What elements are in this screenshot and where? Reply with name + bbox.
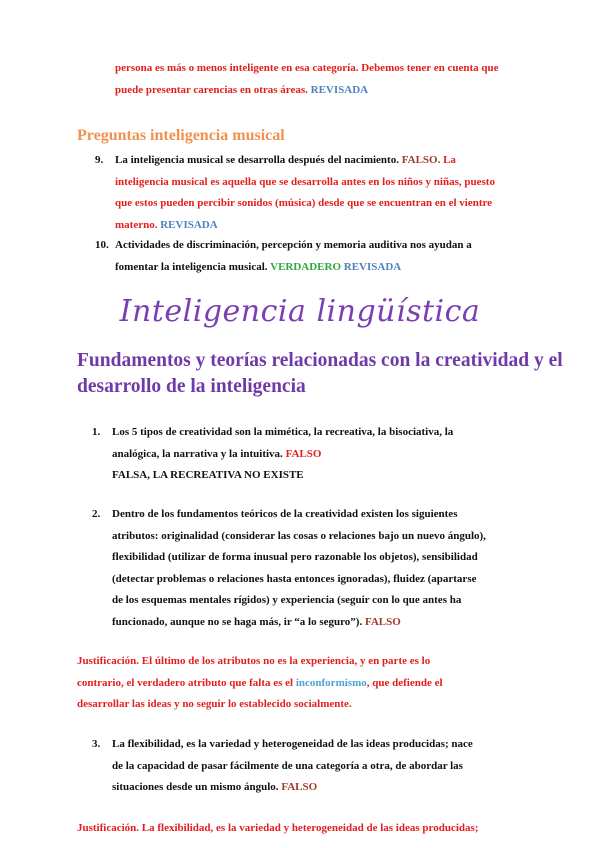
answer-line-3: que estos pueden percibir sonidos (música) desde que se encuentran en el vientre [115,197,493,209]
question-line-5: de los esquemas mentales rígidos) y experiencia (seguir con lo que antes ha [112,594,462,606]
question-9 [95,150,600,236]
verdict: FALSO [364,615,401,628]
question-text: Los 5 tipos de creatividad son la mimética, la recreativa, la bisociativa, la [112,426,454,438]
music-questions-heading: Preguntas inteligencia musical [77,127,285,144]
answer-text: FALSA, LA RECREATIVA NO EXISTE [112,469,304,481]
question-text-2: fomentar la inteligencia musical. [115,260,268,273]
verdict: FALSO [285,447,322,460]
question-10 [95,235,600,278]
verdict: FALSO [281,781,318,793]
question-text: La flexibilidad, es la variedad y heterogeneidad de las ideas producidas; nace [112,738,473,750]
question-number: 3. [92,738,101,750]
justification-line-2b: , que defiende el [366,676,443,689]
question-line-2: de la capacidad de pasar fácilmente de una categoría a otra, de abordar las [112,759,463,772]
question-number: 10. [95,239,109,251]
justification-line-1: Justificación. El último de los atributos no es la experiencia, y en parte es lo [77,655,431,667]
question-number: 2. [92,508,101,520]
question-3 [92,734,600,799]
revisada-tag: REVISADA [310,83,369,96]
question-number: 9. [95,154,104,166]
question-line-3: situaciones desde un mismo ángulo. [112,781,279,793]
justification-1 [77,651,600,716]
verdict: VERDADERO [270,260,342,273]
intro-line-2: puede presentar carencias en otras áreas. [115,83,308,96]
verdict: FALSO. [401,154,441,166]
revisada-tag: REVISADA [343,260,402,273]
revisada-tag: REVISADA [160,218,218,231]
justification-line-2: contrario, el verdadero atributo que falta es el [77,676,294,689]
question-text: La inteligencia musical se desarrolla después del nacimiento. [115,154,399,166]
question-line-3: flexibilidad (utilizar de forma inusual pero razonable los objetos), sensibilidad [112,551,478,563]
justification-line-1: Justificación. La flexibilidad, es la variedad y heterogeneidad de las ideas producidas; [77,822,479,834]
justification-2 [77,818,600,840]
question-line-6: funcionado, aunque no se haga más, ir “a lo seguro”). [112,615,363,628]
question-number: 1. [92,426,101,438]
answer-line-4: materno. [115,218,158,231]
question-line-2: atributos: originalidad (considerar las cosas o relaciones bajo un nuevo ángulo), [112,529,486,542]
answer-line-2: inteligencia musical es aquella que se desarrolla antes en los niños y niñas, puesto [115,175,495,188]
question-text-2: analógica, la narrativa y la intuitiva. [112,447,283,460]
question-text: Actividades de discriminación, percepción y memoria auditiva nos ayudan a [115,239,472,251]
intro-paragraph [115,58,600,101]
fundamentals-heading: Fundamentos y teorías relacionadas con la creatividad y el desarrollo de la inteligencia [77,350,563,397]
justification-line-3: desarrollar las ideas y no seguir lo establecido socialmente. [77,698,352,710]
highlight-term: inconformismo [295,676,367,689]
answer-text: La [443,154,456,166]
question-line-4: (detectar problemas o relaciones hasta entonces ignoradas), fluidez (apartarse [112,572,477,585]
section-title: Inteligencia lingüística [119,294,481,329]
intro-line-1: persona es más o menos inteligente en esa categoría. Debemos tener en cuenta que [115,62,499,74]
question-1 [92,422,600,487]
question-text: Dentro de los fundamentos teóricos de la creatividad existen los siguientes [112,508,458,520]
question-2 [92,504,600,633]
